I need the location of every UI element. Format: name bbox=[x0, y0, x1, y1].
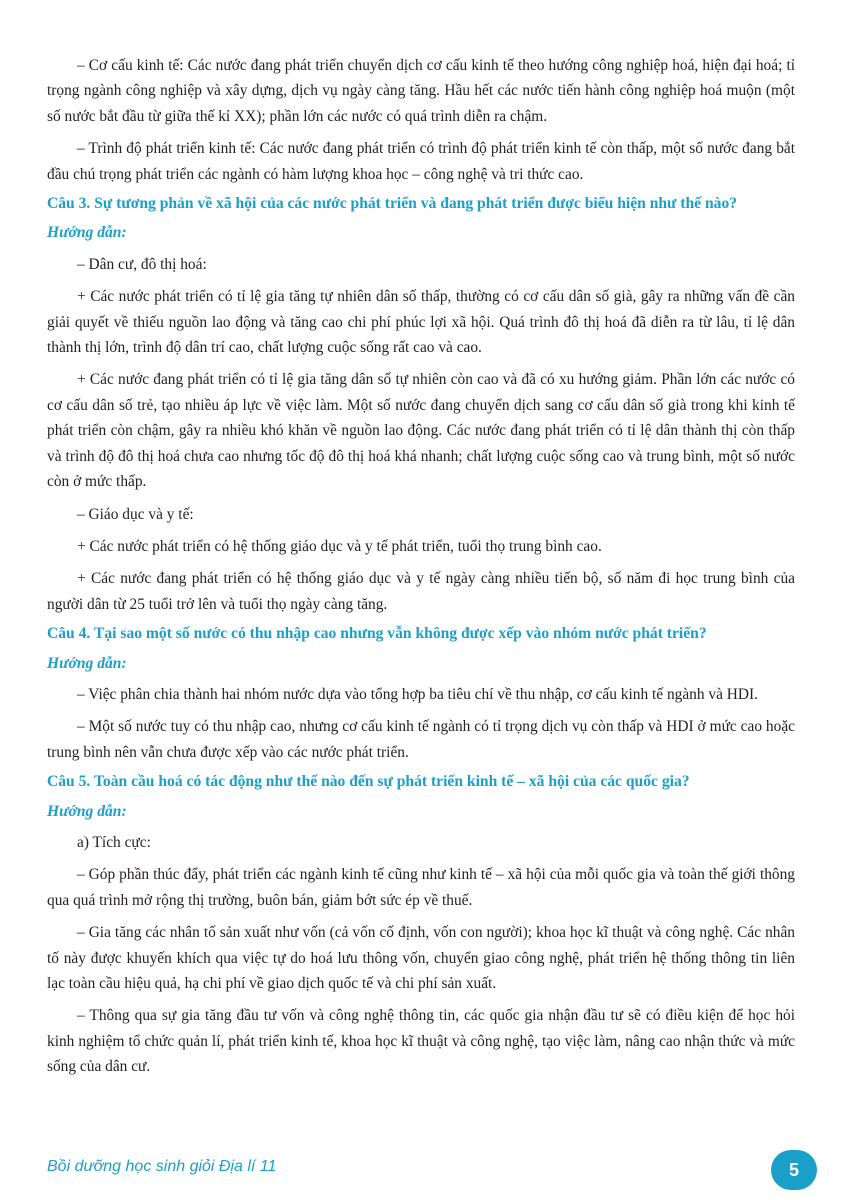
paragraph-economic-structure: – Cơ cấu kinh tế: Các nước đang phát triển chuyển dịch cơ cấu kinh tế theo hướng công nghiệp hoá, hiện đại hoá; tỉ trọng ngành công nghiệp và xây dựng, dịch vụ ngày càng tăng. Hầu hết các nước tiến hành công nghiệp hoá muộn (một số nước bắt đầu từ giữa thế kỉ XX); phần lớn các nước có quá trình diễn ra chậm. bbox=[47, 57, 795, 125]
question-4-heading: Câu 4. Tại sao một số nước có thu nhập cao nhưng vẫn không được xếp vào nhóm nước phát triển? bbox=[47, 625, 707, 643]
paragraph-developing-population: + Các nước đang phát triển có tỉ lệ gia tăng dân số tự nhiên còn cao và đã có xu hướng giảm. Phần lớn các nước có cơ cấu dân số trẻ, tạo nhiều áp lực về việc làm. Một số nước đang chuyển dịch sang cơ cấu dân số già trong khi kinh tế phát triển còn chậm, gây ra nhiều khó khăn về nguồn lao động. Các nước đang phát triển có tỉ lệ dân thành thị còn thấp và trình độ đô thị hoá chưa cao nhưng tốc độ đô thị hoá khá nhanh; chất lượng cuộc sống cao và trung bình, một số nước còn ở mức thấp. bbox=[47, 371, 795, 491]
page-number-badge: 5 bbox=[771, 1150, 817, 1190]
paragraph-positive-investment: – Thông qua sự gia tăng đầu tư vốn và công nghệ thông tin, các quốc gia nhận đầu tư sẽ có điều kiện để học hỏi kinh nghiệm tổ chức quản lí, phát triển kinh tế, khoa học kĩ thuật và công nghệ, tạo việc làm, nâng cao nhận thức và mức sống của dân cư. bbox=[47, 1007, 795, 1076]
question-5-heading: Câu 5. Toàn cầu hoá có tác động như thế nào đến sự phát triển kinh tế – xã hội của các quốc gia? bbox=[47, 773, 690, 791]
paragraph-education-heading: – Giáo dục và y tế: bbox=[77, 505, 194, 523]
book-title: Bồi dưỡng học sinh giỏi Địa lí 11 bbox=[47, 1158, 277, 1175]
paragraph-population-heading: – Dân cư, đô thị hoá: bbox=[77, 255, 207, 273]
paragraph-positive-heading: a) Tích cực: bbox=[77, 833, 151, 851]
guide-label-q5: Hướng dẫn: bbox=[47, 802, 127, 820]
guide-label-q4: Hướng dẫn: bbox=[47, 654, 127, 672]
paragraph-developing-education: + Các nước đang phát triển có hệ thống giáo dục và y tế ngày càng nhiều tiến bộ, số năm đi học trung bình của người dân từ 25 tuổi trở lên và tuổi thọ ngày càng tăng. bbox=[47, 570, 795, 613]
paragraph-positive-factors: – Gia tăng các nhân tố sản xuất như vốn (cả vốn cố định, vốn con người); khoa học kĩ thuật và công nghệ. Các nhân tố này được khuyến khích qua việc tự do hoá lưu thông vốn, chuyển giao công nghệ, phát triển hệ thống thông tin liên lạc toàn cầu hiệu quả, hạ chi phí về giao dịch quốc tế và chi phí sản xuất. bbox=[47, 924, 795, 992]
guide-label-q3: Hướng dẫn: bbox=[47, 224, 127, 242]
paragraph-developed-population: + Các nước phát triển có tỉ lệ gia tăng tự nhiên dân số thấp, thường có cơ cấu dân số già, gây ra những vấn đề cần giải quyết về thiếu nguồn lao động và tăng cao chi phí phúc lợi xã hội. Quá trình đô thị hoá đã diễn ra từ lâu, tỉ lệ dân thành thị lớn, trình độ dân trí cao, chất lượng cuộc sống rất cao và cao. bbox=[47, 288, 795, 357]
question-3-heading: Câu 3. Sự tương phản về xã hội của các nước phát triển và đang phát triển được biểu hiện như thế nào? bbox=[47, 195, 738, 213]
paragraph-classification-criteria: – Việc phân chia thành hai nhóm nước dựa vào tổng hợp ba tiêu chí về thu nhập, cơ cấu kinh tế ngành và HDI. bbox=[77, 685, 758, 703]
paragraph-economic-level: – Trình độ phát triển kinh tế: Các nước đang phát triển có trình độ phát triển kinh tế còn thấp, một số nước đang bắt đầu chú trọng phát triển các ngành có hàm lượng khoa học – công nghệ và tri thức cao. bbox=[47, 140, 795, 183]
page-content bbox=[47, 53, 795, 1087]
paragraph-positive-trade: – Góp phần thúc đẩy, phát triển các ngành kinh tế cũng như kinh tế – xã hội của mỗi quốc gia và toàn thế giới thông qua quá trình mở rộng thị trường, buôn bán, giảm bớt sức ép về thuế. bbox=[47, 866, 795, 909]
paragraph-high-income-explanation: – Một số nước tuy có thu nhập cao, nhưng cơ cấu kinh tế ngành có tỉ trọng dịch vụ còn thấp và HDI ở mức cao hoặc trung bình nên vẫn chưa được xếp vào các nước phát triển. bbox=[47, 718, 795, 761]
page-footer bbox=[47, 1150, 817, 1190]
paragraph-developed-education: + Các nước phát triển có hệ thống giáo dục và y tế phát triển, tuổi thọ trung bình cao. bbox=[77, 537, 602, 555]
